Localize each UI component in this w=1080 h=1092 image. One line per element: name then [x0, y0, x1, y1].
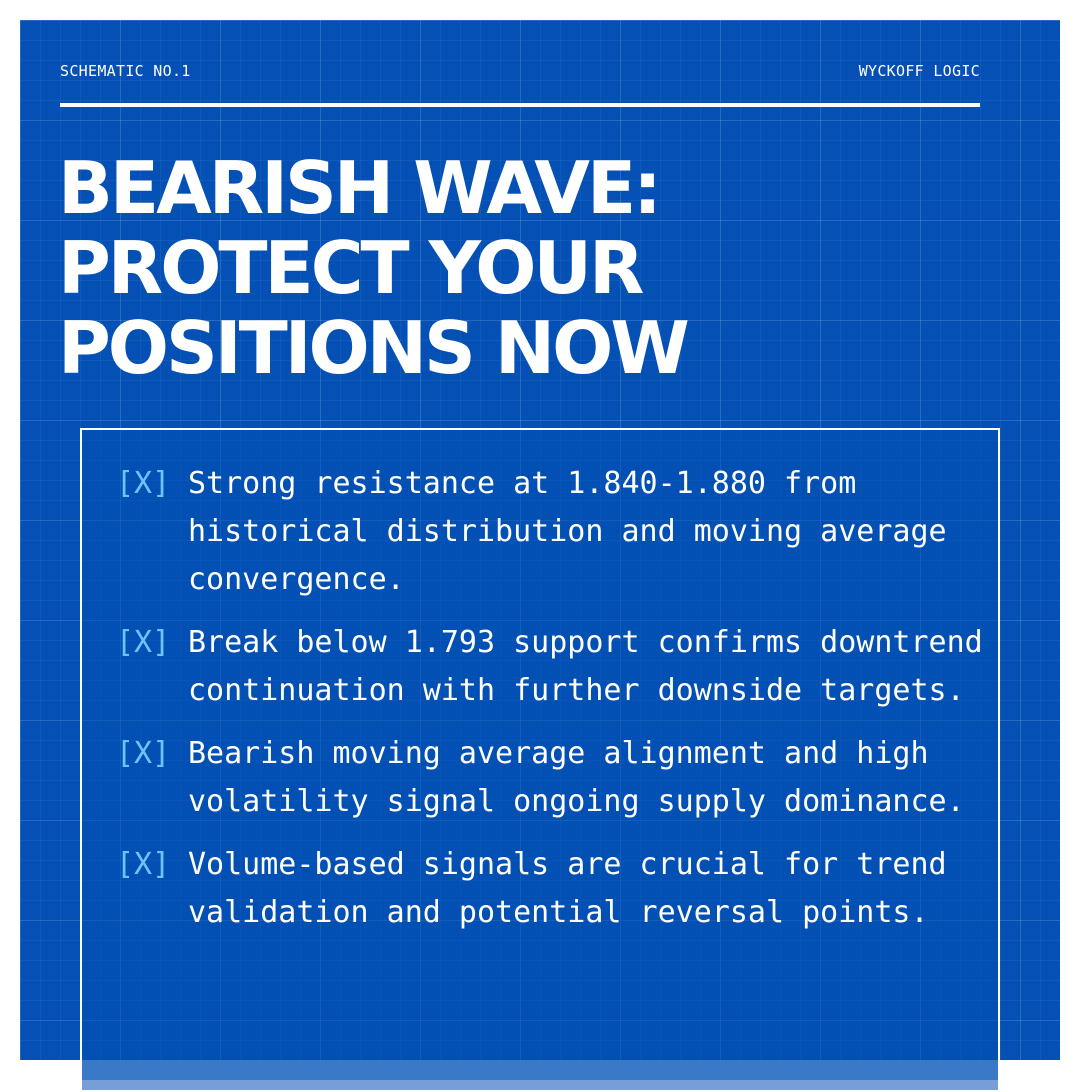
list-item: [116, 841, 986, 937]
panel-footer-strip: [82, 1060, 998, 1080]
point-text: Strong resistance at 1.840-1.880 from historical distribution and moving average convergence.: [188, 466, 947, 597]
x-marker-icon: [X]: [116, 736, 171, 771]
schematic-label: SCHEMATIC NO.1: [60, 62, 191, 80]
point-text: Bearish moving average alignment and high volatility signal ongoing supply dominance.: [188, 736, 965, 819]
x-marker-icon: [X]: [116, 466, 171, 501]
headline: [58, 148, 998, 388]
point-text: Break below 1.793 support confirms downtrend continuation with further downside targets.: [188, 625, 983, 708]
headline-line-2: PROTECT YOUR: [58, 226, 642, 310]
headline-line-3: POSITIONS NOW: [58, 306, 687, 390]
header-divider: [60, 103, 980, 107]
x-marker-icon: [X]: [116, 625, 171, 660]
x-marker-icon: [X]: [116, 847, 171, 882]
header-bar: [60, 62, 980, 82]
list-item: [116, 460, 986, 604]
headline-line-1: BEARISH WAVE:: [58, 146, 659, 230]
list-item: [116, 619, 986, 715]
point-text: Volume-based signals are crucial for trend validation and potential reversal points.: [188, 847, 947, 930]
points-list: [116, 460, 986, 952]
wyckoff-label: WYCKOFF LOGIC: [858, 62, 980, 80]
list-item: [116, 730, 986, 826]
